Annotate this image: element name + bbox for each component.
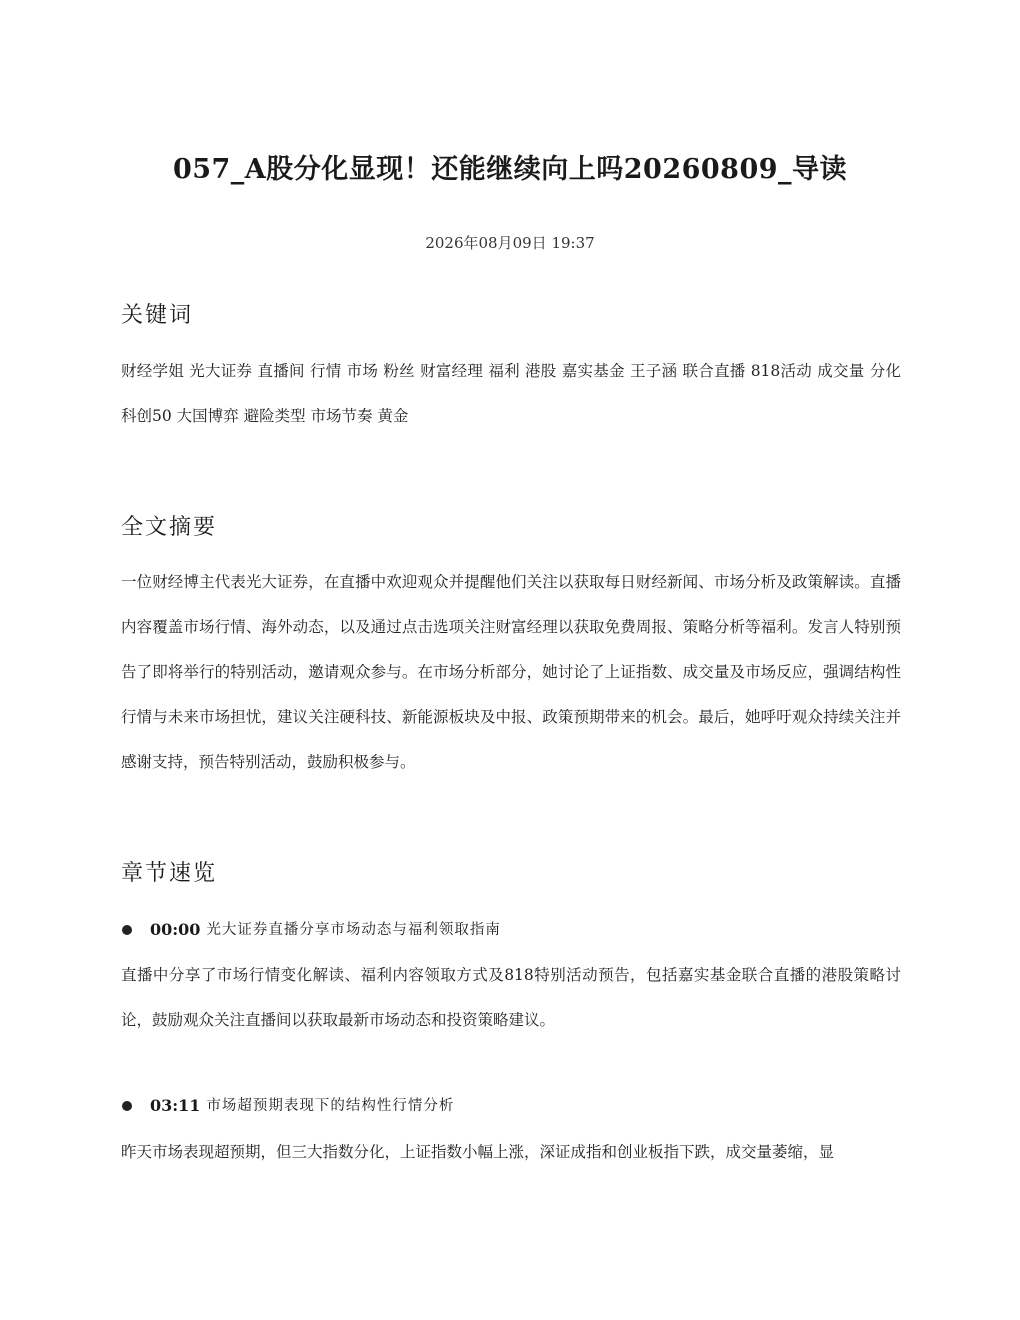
bullet-icon (122, 925, 132, 935)
chapter-title: 光大证券直播分享市场动态与福利领取指南 (206, 922, 501, 938)
keywords-heading: 关键词 (121, 303, 194, 328)
chapter-text: 直播中分享了市场行情变化解读、福利内容领取方式及818特别活动预告，包括嘉实基金联合直播的港股策略讨论，鼓励观众关注直播间以获取最新市场动态和投资策略建议。 (121, 966, 901, 1029)
chapter-item (121, 1095, 901, 1117)
bullet-icon (122, 1101, 132, 1111)
chapters-heading: 章节速览 (121, 861, 218, 886)
chapter-text: 昨天市场表现超预期，但三大指数分化，上证指数小幅上涨，深证成指和创业板指下跌，成交量萎缩，显 (121, 1143, 835, 1161)
document-title: 057_A股分化显现！还能继续向上吗20260809_导读 (172, 154, 848, 185)
chapter-timestamp: 03:11 (150, 1096, 201, 1115)
chapter-item (121, 919, 901, 941)
summary-heading: 全文摘要 (121, 515, 218, 540)
document-date: 2026年08月09日 19:37 (425, 234, 595, 252)
keywords-text: 财经学姐 光大证券 直播间 行情 市场 粉丝 财富经理 福利 港股 嘉实基金 王子涵 联合直播 818活动 成交量 分化 科创50 大国博弈 避险类型 市场节奏 黄金 (121, 362, 901, 425)
chapter-title: 市场超预期表现下的结构性行情分析 (206, 1098, 455, 1114)
chapter-timestamp: 00:00 (150, 920, 201, 939)
summary-text: 一位财经博主代表光大证券，在直播中欢迎观众并提醒他们关注以获取每日财经新闻、市场分析及政策解读。直播内容覆盖市场行情、海外动态，以及通过点击选项关注财富经理以获取免费周报、策略分析等福利。发言人特别预告了即将举行的特别活动，邀请观众参与。在市场分析部分，她讨论了上证指数、成交量及市场反应，强调结构性行情与未来市场担忧，建议关注硬科技、新能源板块及中报、政策预期带来的机会。最后，她呼吁观众持续关注并感谢支持，预告特别活动，鼓励积极参与。 (121, 573, 901, 771)
